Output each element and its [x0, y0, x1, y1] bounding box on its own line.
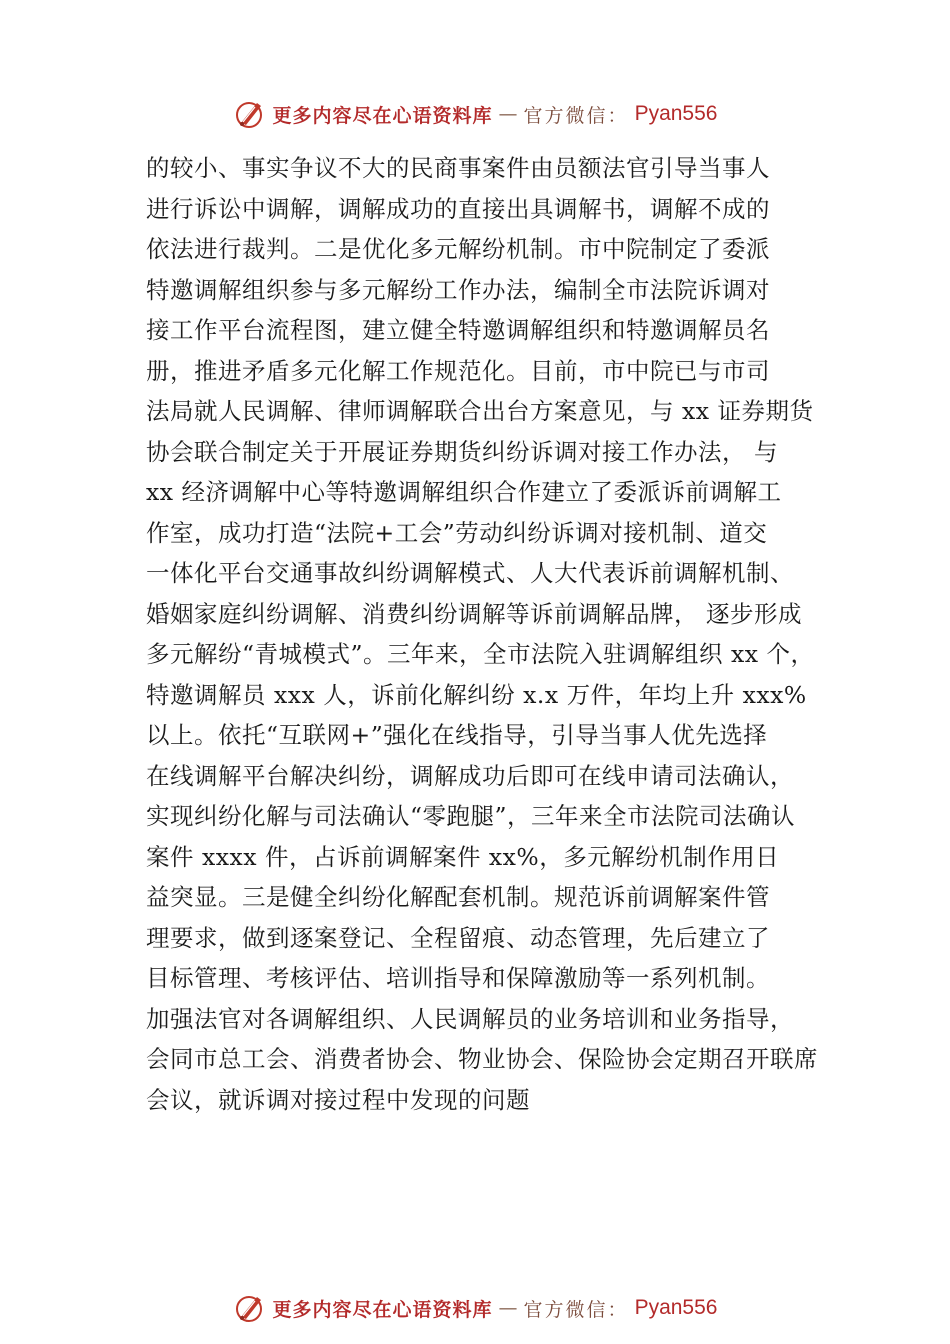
footer-wechat-label: 官方微信： — [523, 1298, 629, 1321]
footer-site-name: 更多内容尽在心语资料库 — [272, 1298, 493, 1321]
body-line: 案件 xxxx 件，占诉前调解案件 xx%，多元解纷机制作用日 — [146, 842, 780, 871]
body-line: 益突显。三是健全纠纷化解配套机制。规范诉前调解案件管 — [146, 883, 770, 911]
body-line: 协会联合制定关于开展证券期货纠纷诉调对接工作办法， 与 — [146, 437, 778, 466]
body-line: 法局就人民调解、律师调解联合出台方案意见，与 xx 证券期货 — [146, 397, 814, 425]
body-line: 册，推进矛盾多元化解工作规范化。目前，市中院已与市司 — [146, 356, 770, 385]
body-line: 在线调解平台解决纠纷，调解成功后即可在线申请司法确认， — [146, 761, 794, 790]
body-line: xx 经济调解中心等特邀调解组织合作建立了委派诉前调解工 — [146, 478, 782, 506]
body-line: 会同市总工会、消费者协会、物业协会、保险协会定期召开联席 — [146, 1045, 818, 1073]
body-line: 依法进行裁判。二是优化多元解纷机制。市中院制定了委派 — [146, 235, 770, 263]
body-line: 目标管理、考核评估、培训指导和保障激励等一系列机制。 — [146, 964, 770, 992]
body-line: 加强法官对各调解组织、人民调解员的业务培训和业务指导， — [146, 1004, 794, 1033]
header-site-name: 更多内容尽在心语资料库 — [272, 104, 493, 127]
body-line: 的较小、事实争议不大的民商事案件由员额法官引导当事人 — [146, 154, 770, 182]
body-line: 理要求，做到逐案登记、全程留痕、动态管理，先后建立了 — [146, 923, 770, 952]
body-line: 婚姻家庭纠纷调解、消费纠纷调解等诉前调解品牌， 逐步形成 — [146, 599, 802, 628]
body-line: 特邀调解员 xxx 人，诉前化解纠纷 x.x 万件，年均上升 xxx% — [146, 680, 807, 709]
footer-separator: — — [498, 1297, 518, 1319]
pen-quill-logo-icon — [233, 1291, 267, 1325]
body-line: 实现纠纷化解与司法确认“零跑腿”，三年来全市法院司法确认 — [146, 802, 796, 830]
header-separator: — — [498, 103, 518, 125]
pen-quill-logo-icon — [233, 97, 267, 131]
footer-banner — [0, 1286, 950, 1330]
footer-wechat-id: Pyan556 — [634, 1296, 718, 1319]
body-line: 进行诉讼中调解，调解成功的直接出具调解书，调解不成的 — [146, 194, 770, 223]
header-wechat-id: Pyan556 — [634, 102, 718, 125]
body-line: 接工作平台流程图，建立健全特邀调解组织和特邀调解员名 — [146, 316, 770, 344]
body-line: 多元解纷“青城模式”。三年来，全市法院入驻调解组织 xx 个， — [146, 640, 815, 668]
body-line: 会议，就诉调对接过程中发现的问题 — [146, 1085, 530, 1114]
body-line: 特邀调解组织参与多元解纷工作办法，编制全市法院诉调对 — [146, 275, 770, 304]
document-body — [146, 148, 836, 1120]
header-banner — [0, 92, 950, 136]
body-line: 一体化平台交通事故纠纷调解模式、人大代表诉前调解机制、 — [146, 559, 794, 587]
header-wechat-label: 官方微信： — [523, 104, 629, 127]
body-line: 作室，成功打造“法院+工会”劳动纠纷诉调对接机制、道交 — [146, 518, 768, 547]
body-line: 以上。依托“互联网+”强化在线指导，引导当事人优先选择 — [146, 721, 768, 749]
